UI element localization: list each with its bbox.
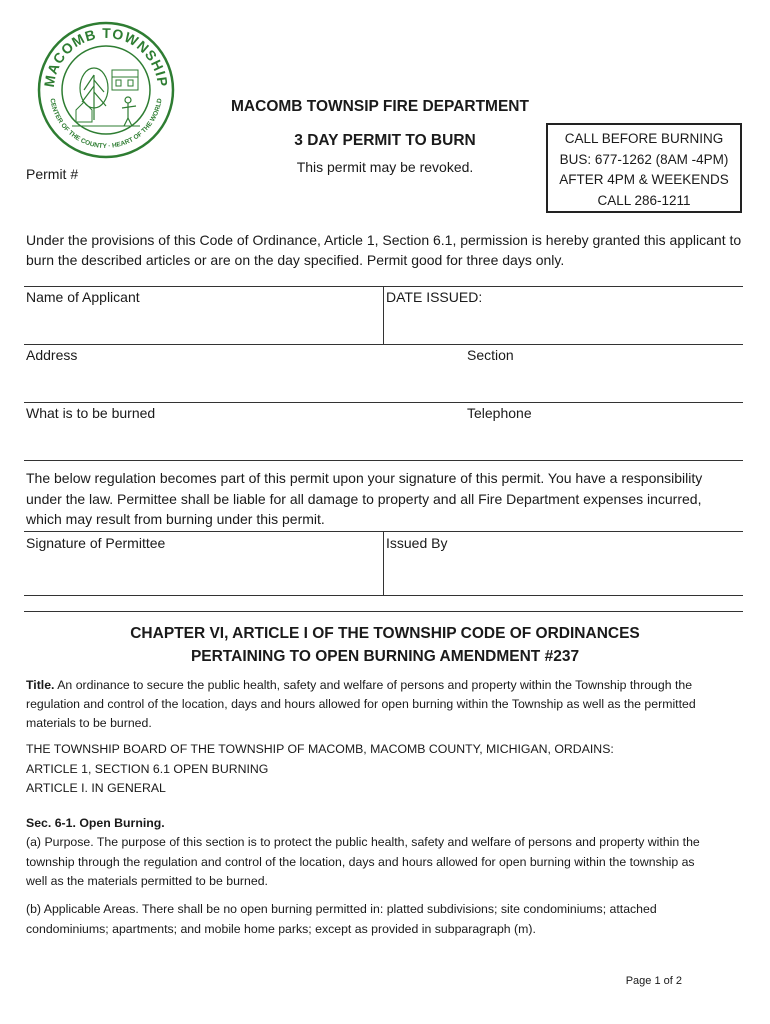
section-field[interactable] [467, 364, 741, 400]
burn-items-field[interactable] [26, 422, 456, 458]
call-line: BUS: 677-1262 (8AM -4PM) [559, 151, 729, 167]
call-line: AFTER 4PM & WEEKENDS [559, 172, 729, 187]
permit-number-label: Permit # [26, 166, 79, 182]
township-seal [36, 20, 176, 160]
applicant-name-label: Name of Applicant [26, 289, 140, 305]
address-label: Address [26, 347, 78, 363]
call-box [546, 123, 742, 213]
issued-by-field[interactable] [386, 553, 741, 593]
applicant-name-field[interactable] [26, 306, 381, 342]
signature-field[interactable] [26, 553, 381, 593]
date-issued-field[interactable] [386, 306, 741, 342]
call-line: CALL BEFORE BURNING [564, 131, 724, 146]
date-issued-label: DATE ISSUED: [386, 289, 483, 305]
telephone-field[interactable] [467, 422, 741, 458]
page-number: Page 1 of 2 [625, 975, 682, 987]
revocable-note: This permit may be revoked. [296, 159, 474, 175]
ordains-paragraph: THE TOWNSHIP BOARD OF THE TOWNSHIP OF MACOMB, MACOMB COUNTY, MICHIGAN, ORDAINS: ARTICLE 1, SECTION 6.1 OPEN BURNING ARTICLE I. IN GENERAL [26, 742, 614, 795]
burn-items-label: What is to be burned [26, 405, 156, 421]
section-heading: Sec. 6-1. Open Burning. [26, 816, 165, 830]
applicable-areas-paragraph: (b) Applicable Areas. There shall be no open burning permitted in: platted subdivisions; site condominiums; attached condominiums; apartments; and mobile home parks; except as provided in subparagraph (m). [26, 902, 657, 936]
ordinance-title-paragraph: Title. An ordinance to secure the public health, safety and welfare of persons and property within the Township through the regulation and control of the location, days and hours allowed for open burning within the Township as well as the permitted materials to be burned. [26, 678, 696, 730]
call-line: CALL 286-1211 [597, 192, 691, 208]
signature-label: Signature of Permittee [26, 535, 166, 551]
purpose-paragraph: (a) Purpose. The purpose of this section is to protect the public health, safety and welfare of persons and property within the township through the regulation and control of the location, days and hours allowed for open burning within the township as well as the materials permitted to be burned. [26, 835, 700, 888]
permit-title: 3 DAY PERMIT TO BURN [294, 132, 476, 149]
seal-top-text: MACOMB TOWNSHIP [40, 24, 172, 89]
address-field[interactable] [26, 364, 456, 400]
regulation-text: The below regulation becomes part of this permit upon your signature of this permit. You have a responsibility under the law. Permittee shall be liable for all damage to property and all Fire Department expenses incurred, which may result from burning under this permit. [26, 470, 703, 527]
issued-by-label: Issued By [386, 535, 448, 551]
telephone-label: Telephone [467, 405, 532, 421]
chapter-title: CHAPTER VI, ARTICLE I OF THE TOWNSHIP CODE OF ORDINANCES PERTAINING TO OPEN BURNING AMENDMENT #237 [130, 625, 640, 665]
seal-bottom-text: CENTER OF THE COUNTY · HEART OF THE WORLD [48, 97, 164, 151]
department-title: MACOMB TOWNSIP FIRE DEPARTMENT [231, 98, 529, 115]
intro-text: Under the provisions of this Code of Ordinance, Article 1, Section 6.1, permission is hereby granted this applicant to burn the described articles or are on the day specified. Permit good for three days only. [26, 232, 742, 268]
building-icon [112, 70, 138, 90]
section-label: Section [467, 347, 514, 363]
